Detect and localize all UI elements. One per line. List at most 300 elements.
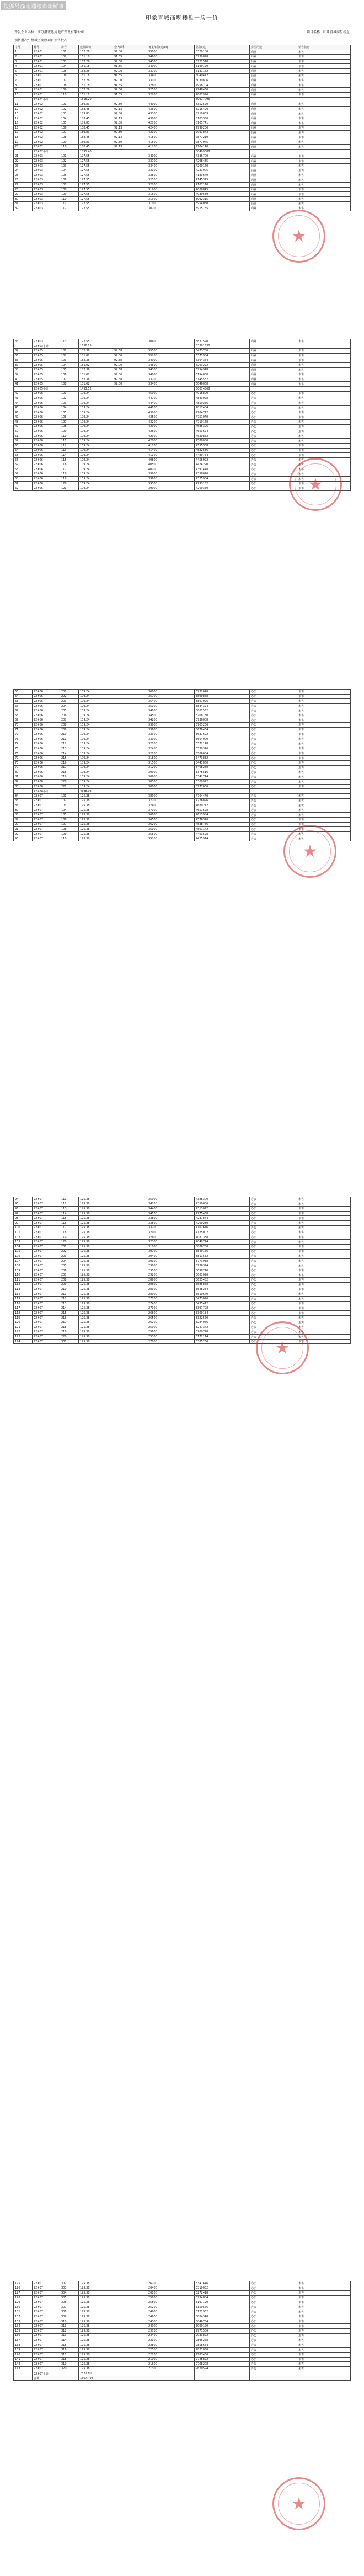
table-cell: 101 [60, 154, 79, 159]
table-cell: 125.38 [79, 1249, 113, 1254]
table-cell: 办公 [250, 1230, 297, 1235]
column-header: 幢号 [33, 45, 60, 50]
table-cell: 22#06 [33, 746, 60, 751]
table-row [14, 410, 351, 415]
table-cell: 未售 [297, 751, 351, 756]
table-cell: 135 [14, 2328, 33, 2333]
table-row [14, 732, 351, 737]
table-cell: 未售 [297, 448, 351, 453]
table-cell [113, 415, 147, 420]
table-cell [297, 97, 351, 102]
table-cell: 未售 [297, 1240, 351, 1245]
table-cell: 36 [14, 358, 33, 363]
table-cell [113, 386, 147, 391]
table-cell: 93 [14, 836, 33, 841]
table-cell: 4298435 [195, 159, 250, 164]
table-cell: 未售 [297, 2328, 351, 2333]
table-cell: 204 [60, 1258, 79, 1263]
table-cell: 3441060 [195, 760, 250, 765]
table-cell: 22#05小计 [33, 386, 60, 391]
table-row [14, 770, 351, 775]
table-cell [113, 1240, 147, 1245]
table-cell: 127.55 [79, 339, 113, 344]
table-cell: 33100 [147, 78, 195, 83]
table-cell [113, 703, 147, 708]
table-row [14, 126, 351, 131]
table-cell [113, 434, 147, 439]
table-cell: 3209728 [195, 1330, 250, 1335]
table-cell: 109.24 [79, 424, 113, 429]
table-cell: 办公 [250, 699, 297, 704]
table-cell: 22#06 [33, 486, 60, 491]
table-cell: 41200 [147, 145, 195, 150]
table-cell: 109.24 [79, 462, 113, 467]
table-cell: 202 [60, 694, 79, 699]
table-cell: 110 [60, 145, 79, 150]
official-seal-stamp: ★ [272, 2477, 325, 2530]
table-cell: 32600 [147, 1235, 195, 1240]
watermark: 搜狐号@南通楼市新鲜事 [1, 1, 66, 10]
table-cell: 22#06 [33, 444, 60, 449]
table-cell: 商业 [250, 197, 297, 202]
table-cell: 未售 [297, 2366, 351, 2371]
table-cell: 109.24 [79, 406, 113, 410]
table-cell [113, 818, 147, 823]
table-cell: 109.24 [79, 486, 113, 491]
table-cell: 22#03 [33, 183, 60, 188]
table-cell [113, 1263, 147, 1268]
table-cell: 43000 [147, 116, 195, 121]
table-cell: 办公 [250, 1211, 297, 1216]
table-cell: 未售 [297, 1311, 351, 1316]
table-cell: 办公 [250, 723, 297, 728]
table-cell: 211 [60, 1292, 79, 1297]
table-cell: 34600 [147, 362, 195, 367]
table-cell: 125.38 [79, 1207, 113, 1212]
table-cell [113, 1258, 147, 1263]
table-cell [113, 2300, 147, 2305]
table-cell: 22#01 [33, 92, 60, 97]
table-cell: 办公 [250, 737, 297, 742]
table-cell: 42900 [147, 424, 195, 429]
table-cell: 3009120 [195, 2324, 250, 2329]
table-cell: 107 [60, 822, 79, 827]
table-cell: 308 [60, 2310, 79, 2314]
table-cell: 62 [14, 486, 33, 491]
table-cell [113, 2362, 147, 2367]
table-cell: 121 [60, 486, 79, 491]
table-cell: 未售 [297, 78, 351, 83]
table-cell [60, 789, 79, 794]
table-cell: 216 [60, 1315, 79, 1320]
table-row [14, 1216, 351, 1221]
table-cell: 3572148 [195, 742, 250, 746]
subtotal-row [14, 344, 351, 349]
table-cell: 125.38 [79, 2286, 113, 2291]
table-cell: 92.00 [113, 88, 147, 93]
table-cell: 108 [60, 187, 79, 192]
table-cell [113, 173, 147, 178]
table-cell: 104 [60, 116, 79, 121]
table-cell: 30900 [147, 770, 195, 775]
table-row [14, 1202, 351, 1207]
table-cell: 27000 [147, 1339, 195, 1344]
table-cell: 22#07 [33, 2291, 60, 2296]
table-cell: 125.38 [79, 2366, 113, 2371]
table-cell: 22#02 [33, 111, 60, 116]
table-cell: 37 [14, 362, 33, 367]
table-cell: 311 [60, 2324, 79, 2329]
table-cell: 37100 [147, 808, 195, 813]
table-cell: 未售 [297, 197, 351, 202]
table-cell: 92 [14, 831, 33, 836]
table-row [14, 111, 351, 116]
table-cell: 30700 [147, 1249, 195, 1254]
table-cell: 22#07 [33, 1263, 60, 1268]
table-cell: 210 [60, 1287, 79, 1292]
table-row [14, 130, 351, 135]
table-cell: 125.38 [79, 836, 113, 841]
table-cell: 4489764 [195, 453, 250, 458]
table-cell: 73 [14, 737, 33, 742]
table-cell: 22#02 [33, 130, 60, 135]
table-cell: 22#06 [33, 453, 60, 458]
table-cell: 办公 [250, 401, 297, 406]
table-cell: 22#06小计 [33, 789, 60, 794]
table-cell: 办公 [250, 1235, 297, 1240]
table-cell: 217 [60, 765, 79, 770]
table-cell: 22200 [147, 2352, 195, 2357]
table-cell: 23700 [147, 2328, 195, 2333]
table-cell: 3801552 [195, 708, 250, 713]
table-cell [60, 344, 79, 349]
table-cell [113, 1211, 147, 1216]
table-cell: 未售 [297, 68, 351, 73]
table-cell: 7990280 [195, 126, 250, 131]
table-cell [113, 789, 147, 794]
table-cell: 商业 [250, 116, 297, 121]
table-cell: 未售 [297, 1211, 351, 1216]
table-cell: 未售 [297, 822, 351, 827]
table-cell: 92.00 [113, 78, 147, 83]
table-cell [250, 344, 297, 349]
table-cell: 5230828 [195, 55, 250, 60]
table-cell [113, 444, 147, 449]
table-cell: 22#06 [33, 406, 60, 410]
table-cell: 未售 [297, 2295, 351, 2300]
table-cell [113, 154, 147, 159]
table-cell: 50917096 [195, 97, 250, 102]
table-cell: 4388300 [195, 1197, 250, 1202]
table-cell: 125.38 [79, 827, 113, 832]
table-cell: 125.38 [79, 1311, 113, 1316]
table-cell: 4588.08 [79, 789, 113, 794]
table-cell: 未售 [297, 467, 351, 472]
table-row [14, 756, 351, 761]
table-cell [113, 808, 147, 813]
table-cell: 118 [60, 1230, 79, 1235]
table-cell: 3623482 [195, 1278, 250, 1283]
table-cell: 未售 [297, 1335, 351, 1340]
table-cell: 25500 [147, 2300, 195, 2305]
table-cell: 未售 [297, 140, 351, 145]
table-cell: 102 [14, 1235, 33, 1240]
table-cell: 120 [60, 1240, 79, 1245]
table-cell: 3849166 [195, 1249, 250, 1254]
table-cell: 34600 [147, 55, 195, 60]
table-cell: 5049412 [195, 73, 250, 78]
table-cell: 22#07 [33, 1235, 60, 1240]
table-row [14, 2333, 351, 2338]
table-row [14, 73, 351, 78]
table-cell: 303 [60, 2286, 79, 2291]
table-cell: 218 [60, 1325, 79, 1330]
table-cell [147, 386, 195, 391]
table-cell: 2708208 [195, 2362, 250, 2367]
table-cell: 4686396 [195, 424, 250, 429]
table-cell: 未售 [297, 2286, 351, 2291]
table-cell: 47 [14, 415, 33, 420]
totals-area: 16077.98 [79, 2376, 113, 2381]
table-cell [113, 798, 147, 803]
table-cell: 125.38 [79, 2300, 113, 2305]
table-cell [250, 150, 297, 154]
table-cell: 22#06 [33, 410, 60, 415]
table-row [14, 784, 351, 789]
table-cell: 109.24 [79, 481, 113, 486]
table-cell: 4620852 [195, 434, 250, 439]
table-cell: 116 [14, 1302, 33, 1306]
table-cell: 3661096 [195, 1273, 250, 1278]
table-cell: 181.02 [79, 372, 113, 377]
table-cell: 未售 [297, 1282, 351, 1287]
table-cell: 92.00 [113, 362, 147, 367]
table-cell: 2 [14, 55, 33, 60]
table-cell [113, 699, 147, 704]
table-row [14, 718, 351, 723]
table-row [14, 406, 351, 410]
table-cell: 22#06 [33, 481, 60, 486]
table-cell: 94 [14, 1197, 33, 1202]
table-cell [113, 168, 147, 173]
table-cell: 92.13 [113, 135, 147, 140]
table-row [14, 339, 351, 344]
table-cell: 108 [60, 424, 79, 429]
table-cell: 105 [60, 410, 79, 415]
table-cell: 120 [14, 1320, 33, 1325]
table-cell: 102 [60, 353, 79, 358]
table-cell: 142 [14, 2362, 33, 2367]
table-cell: 22#07 [33, 1330, 60, 1335]
table-cell: 3277080 [195, 784, 250, 789]
table-row [14, 798, 351, 803]
table-cell: 109.24 [79, 472, 113, 477]
table-row [14, 362, 351, 367]
table-cell: 125.38 [79, 2362, 113, 2367]
table-cell: 80499088 [195, 150, 250, 154]
table-cell: 7991843 [195, 130, 250, 135]
table-row [14, 1244, 351, 1249]
table-cell: 未售 [297, 808, 351, 813]
table-cell: 63 [14, 690, 33, 695]
table-cell: 未售 [297, 803, 351, 808]
table-cell: 181.02 [79, 362, 113, 367]
table-cell: 办公 [250, 1240, 297, 1245]
table-cell: 69 [14, 718, 33, 723]
table-cell: 92.00 [113, 353, 147, 358]
table-cell: 6473780 [195, 349, 250, 354]
table-cell: 125.38 [79, 2291, 113, 2296]
table-cell: 25200 [147, 2305, 195, 2310]
table-cell: 42100 [147, 130, 195, 135]
table-row [14, 2314, 351, 2319]
table-body [14, 2281, 351, 2376]
table-cell: 125.38 [79, 2281, 113, 2286]
table-cell: 未售 [297, 1258, 351, 1263]
table-cell: 3932640 [195, 690, 250, 695]
table-row [14, 396, 351, 401]
table-cell: 109 [60, 88, 79, 93]
table-cell: 未售 [297, 444, 351, 449]
table-cell: 办公 [250, 694, 297, 699]
table-cell: 125.38 [79, 2348, 113, 2353]
table-cell: 24000 [147, 2324, 195, 2329]
table-cell: 59 [14, 472, 33, 477]
table-cell: 109.24 [79, 737, 113, 742]
table-cell: 25600 [147, 1330, 195, 1335]
table-cell: 未售 [297, 2300, 351, 2305]
table-cell: 107 [60, 130, 79, 135]
table-cell: 103 [60, 803, 79, 808]
table-cell: 151.18 [79, 92, 113, 97]
table-cell: 办公 [250, 742, 297, 746]
table-cell: 12 [14, 106, 33, 111]
table-cell: 办公 [250, 2328, 297, 2333]
table-cell: 125.38 [79, 1315, 113, 1320]
table-cell: 151.18 [79, 64, 113, 69]
table-cell: 42300 [147, 434, 195, 439]
table-cell: 39300 [147, 481, 195, 486]
table-cell: 22 [14, 159, 33, 164]
table-cell: 22#06 [33, 477, 60, 482]
table-row [14, 694, 351, 699]
table-cell: 22#07 [33, 1325, 60, 1330]
table-cell: 108 [60, 83, 79, 88]
table-cell: 212 [60, 742, 79, 746]
table-cell: 办公 [250, 756, 297, 761]
table-cell: 4107110 [195, 183, 250, 188]
table-cell: 4221905 [195, 168, 250, 173]
table-cell: 4068845 [195, 187, 250, 192]
table-cell: 315 [60, 2343, 79, 2348]
table-cell [113, 836, 147, 841]
table-cell [14, 344, 33, 349]
table-cell: 109.24 [79, 429, 113, 434]
table-row [14, 154, 351, 159]
table-cell: 22#06 [33, 742, 60, 746]
table-cell [113, 401, 147, 406]
table-row [14, 83, 351, 88]
table-cell: 办公 [250, 770, 297, 775]
table-cell: 21600 [147, 2362, 195, 2367]
table-cell: 40800 [147, 457, 195, 462]
table-cell: 22#07 [33, 808, 60, 813]
table-cell: 92.00 [113, 68, 147, 73]
table-row [14, 780, 351, 785]
document-page [13, 687, 351, 897]
price-table [13, 689, 351, 841]
document-page [13, 2279, 351, 2543]
table-cell: 办公 [250, 765, 297, 770]
table-cell [113, 775, 147, 780]
table-cell: 办公 [250, 2300, 297, 2305]
table-cell: 4 [14, 64, 33, 69]
table-row [14, 192, 351, 197]
table-cell [113, 2366, 147, 2371]
table-cell: 办公 [250, 1339, 297, 1344]
table-cell: 22#06 [33, 434, 60, 439]
table-cell [147, 150, 195, 154]
table-cell [113, 1315, 147, 1320]
table-cell: 22#06 [33, 420, 60, 425]
table-cell: 125.38 [79, 1263, 113, 1268]
table-cell: 办公 [250, 439, 297, 444]
table-cell: 42 [14, 391, 33, 396]
table-cell: 206 [60, 713, 79, 718]
table-cell: 22#05 [33, 367, 60, 372]
table-cell: 未售 [297, 794, 351, 799]
table-cell: 22#07 [33, 836, 60, 841]
table-cell: 219 [60, 1330, 79, 1335]
table-cell: 22#06 [33, 429, 60, 434]
table-cell: 4538756 [195, 822, 250, 827]
table-cell: 202 [60, 1249, 79, 1254]
table-cell: 未售 [297, 2362, 351, 2367]
table-cell: 3670464 [195, 727, 250, 732]
table-cell: 办公 [250, 457, 297, 462]
table-cell: 22#03 [33, 197, 60, 202]
table-cell: 未售 [297, 1244, 351, 1249]
table-cell: 125.38 [79, 1325, 113, 1330]
table-cell: 3473026 [195, 1297, 250, 1302]
table-cell: 未售 [297, 424, 351, 429]
table-row [14, 168, 351, 173]
table-cell: 125.38 [79, 1211, 113, 1216]
table-cell: 办公 [250, 453, 297, 458]
table-cell: 未售 [297, 694, 351, 699]
table-cell: 22#07 [33, 1287, 60, 1292]
table-cell: 92.80 [113, 130, 147, 135]
document-page [13, 1194, 351, 1377]
table-cell: 未售 [297, 2281, 351, 2286]
table-cell: 10 [14, 92, 33, 97]
table-cell: 2821050 [195, 2348, 250, 2353]
table-cell: 205 [60, 708, 79, 713]
table-cell [113, 1235, 147, 1240]
table-row [14, 765, 351, 770]
table-cell: 105 [60, 173, 79, 178]
table-cell: 125.38 [79, 1330, 113, 1335]
table-cell: 109.24 [79, 415, 113, 420]
table-cell: 22#03 [33, 339, 60, 344]
table-cell: 114 [60, 1211, 79, 1216]
table-cell: 22#07 [33, 2362, 60, 2367]
table-cell: 办公 [250, 2324, 297, 2329]
table-cell: 未售 [297, 1278, 351, 1283]
table-cell: 22#07 [33, 2314, 60, 2319]
table-row [14, 1207, 351, 1212]
table-cell: 34000 [147, 372, 195, 377]
